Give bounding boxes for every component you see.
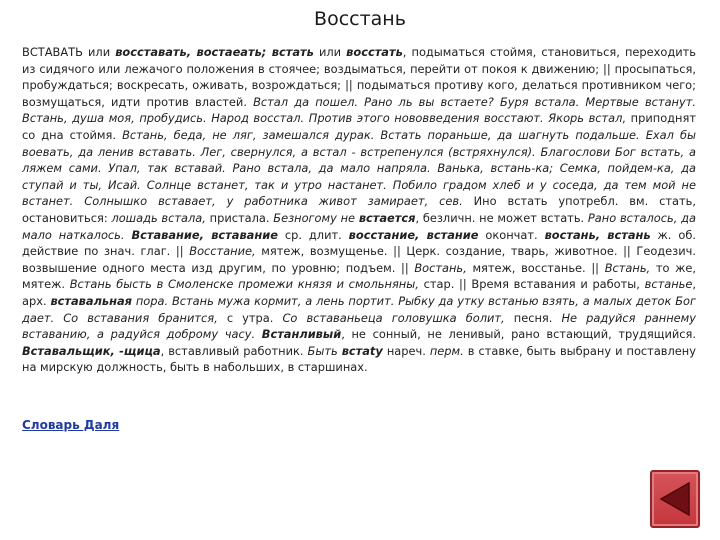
article-segment: Быть	[307, 343, 342, 358]
dictionary-article	[22, 44, 696, 376]
article-segment: восставать, востаеать; встать	[115, 45, 314, 59]
article-segment: ср. длит.	[277, 227, 349, 242]
article-segment: восстать	[346, 45, 403, 59]
article-segment: встается	[358, 210, 416, 225]
article-segment: ВСТАВАТЬ	[22, 45, 83, 59]
article-segment: или	[82, 45, 116, 59]
article-segment: в ставке, быть выбрану и поставлену на мирскую должность, быть в набольших, в старшинах.	[22, 343, 696, 375]
article-segment: встаtу	[341, 343, 383, 358]
article-segment: , арх.	[22, 277, 697, 308]
article-segment: с утра.	[217, 310, 283, 325]
article-segment: Восстание,	[189, 244, 256, 259]
article-segment: Встал да пошел. Рано ль вы встаете? Буря встала. Мертвые встанут. Встань, душа моя, пробудись. Народ восстал. Против этого нововведения восстают. Якорь встал,	[22, 94, 696, 126]
article-segment: песня.	[504, 310, 562, 325]
article-segment: Вставальщик, -щица	[22, 343, 161, 358]
article-segment: стар. || Время вставания и работы,	[418, 277, 645, 292]
article-segment: или	[313, 45, 347, 59]
article-segment: Встань бысть в Смоленске промежи князя и смольняны,	[69, 277, 419, 292]
triangle-left-icon	[659, 481, 691, 517]
article-segment: Со вставаньеца головушка болит,	[282, 310, 505, 325]
article-segment: восстание, встание	[348, 227, 479, 242]
article-segment: встанье	[644, 277, 693, 292]
article-segment: , не сонный, не ленивый, рано встающий, трудящийся.	[341, 327, 696, 342]
article-segment: перм.	[429, 343, 464, 358]
article-segment: Ино встать употребл. вм. стать, остановиться:	[22, 194, 696, 225]
article-segment: нареч.	[382, 343, 430, 358]
back-button[interactable]	[650, 470, 700, 528]
article-segment: ж. об. действие по знач. глаг. ||	[22, 227, 696, 259]
article-segment: , безличн. не может встать.	[415, 210, 588, 225]
article-segment: , подыматься стоймя, становиться, переходить из сидячого или лежачого положения в стоячее; воздыматься, перейти от покоя к движению; || просыпаться, пробуждаться; воскресать, оживать, возрождаться; || подыматься противу кого, делаться противником чего; возмущаться, идти против властей.	[22, 45, 697, 109]
article-segment: мятеж, возмущенье. || Церк. создание, тварь, животное. || Геодезич. возвышение одного места изд другим, по уровню; подъем. ||	[22, 244, 696, 275]
article-segment: , вставливый работник.	[160, 343, 308, 358]
article-segment: Встанливый	[261, 327, 342, 342]
article-segment: Вставание, вставание	[131, 227, 278, 242]
article-segment: приподнят со дна стоймя.	[22, 111, 696, 142]
article-segment: пора. Встань мужа кормит, а лень портит. Рыбку да утку встанью взять, а малых деток Бог дает. Со вставания бранится,	[22, 293, 697, 325]
article-segment: лошадь встала,	[111, 210, 206, 225]
article-segment: Рано всталось, да мало наткалось.	[22, 210, 696, 242]
article-segment: востань, встань	[544, 227, 651, 242]
article-segment: Безногому не	[273, 210, 359, 225]
article-segment: мятеж, восстанье. ||	[466, 260, 605, 275]
source-link-dal-dictionary[interactable]: Словарь Даля	[22, 418, 120, 432]
article-segment: Востань,	[414, 260, 467, 275]
page-title: Восстань	[314, 8, 406, 30]
article-segment: вставальная	[50, 293, 132, 308]
article-segment: пристала.	[205, 210, 274, 225]
article-segment: окончат.	[478, 227, 545, 242]
article-segment: Не радуйся раннему вставанию, а радуйся доброму часу.	[22, 310, 696, 342]
article-segment: то же, мятеж.	[22, 260, 696, 292]
article-segment: Встань,	[604, 260, 651, 275]
article-segment: Встань, беда, не ляг, замешался дурак. Встать пораньше, да шагнуть подальше. Ехал бы воевать, да ленив вставать. Лег, свернулся, а встал - встрепенулся (встряхнулся). Благослови Бог встать, а ляжем сами. Упал, так вставай. Рано встала, да мало напряла. Ванька, встань-ка; Семка, пойдем-ка, да ступай и ты, Исай. Солнце встанет, так и утро настанет. Побило градом хлеб и у соседа, да тем мой не встанет. Солнышко вставает, у работника живот замирает, сев.	[22, 127, 696, 209]
